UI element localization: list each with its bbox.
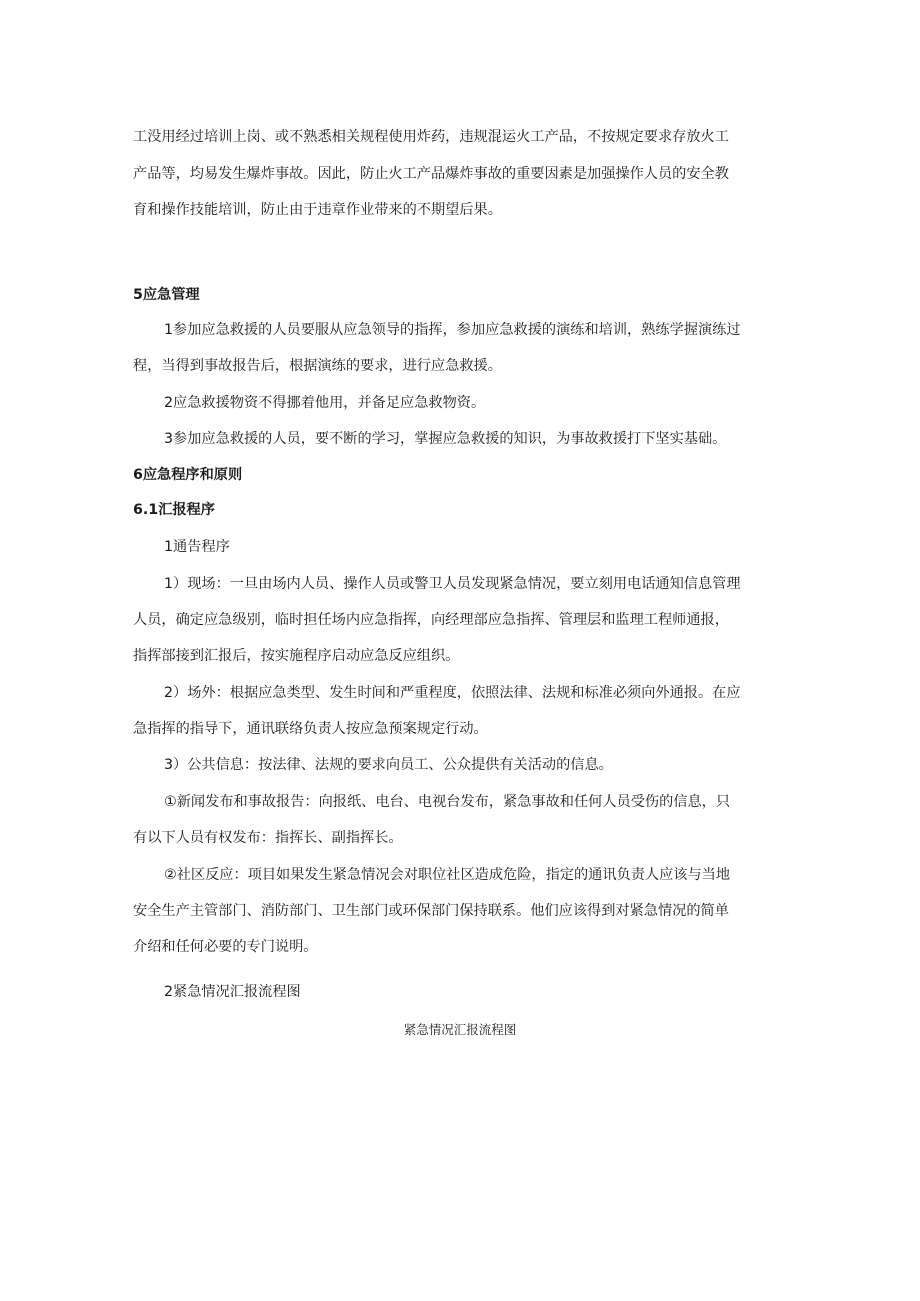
section-5-item-2: 2应急救援物资不得挪着他用，并备足应急救物资。 — [164, 395, 486, 411]
section-5-item-1-line-2: 程，当得到事故报告后，根据演练的要求，进行应急救援。 — [133, 358, 502, 374]
public-info-line: 3）公共信息：按法律、法规的要求向员工、公众提供有关活动的信息。 — [164, 757, 613, 773]
intro-line-2: 产品等，均易发生爆炸事故。因此，防止火工产品爆炸事故的重要因素是加强操作人员的安全教 — [133, 166, 729, 182]
news-release-line-1: ①新闻发布和事故报告：向报纸、电台、电视台发布，紧急事故和任何人员受伤的信息，只 — [164, 794, 731, 810]
section-5-heading: 5应急管理 — [133, 287, 200, 303]
onsite-line-2: 人员，确定应急级别，临时担任场内应急指挥，向经理部应急指挥、管理层和监理工程师通报， — [133, 612, 729, 628]
intro-line-1: 工没用经过培训上岗、或不熟悉相关规程使用炸药，违规混运火工产品，不按规定要求存放火工 — [133, 129, 729, 145]
intro-line-3: 育和操作技能培训，防止由于违章作业带来的不期望后果。 — [133, 202, 502, 218]
section-6-heading: 6应急程序和原则 — [133, 467, 243, 483]
community-line-2: 安全生产主管部门、消防部门、卫生部门或环保部门保持联系。他们应该得到对紧急情况的简单 — [133, 903, 729, 919]
community-line-1: ②社区反应：项目如果发生紧急情况会对职位社区造成危险，指定的通讯负责人应该与当地 — [164, 867, 731, 883]
offsite-line-1: 2）场外：根据应急类型、发生时间和严重程度，依照法律、法规和标准必须向外通报。在应 — [164, 685, 741, 701]
notify-procedure-title: 1通告程序 — [164, 539, 230, 555]
section-5-item-1-line-1: 1参加应急救援的人员要服从应急领导的指挥，参加应急救援的演练和培训，熟练学握演练过 — [164, 322, 741, 338]
offsite-line-2: 急指挥的指导下，通讯联络负责人按应急预案规定行动。 — [133, 721, 488, 737]
flowchart-caption: 紧急情况汇报流程图 — [403, 1022, 517, 1037]
section-5-item-3: 3参加应急救援的人员，要不断的学习，掌握应急救援的知识，为事故救援打下坚实基础。 — [164, 431, 727, 447]
flowchart-section-title: 2紧急情况汇报流程图 — [164, 984, 301, 1000]
onsite-line-3: 指挥部接到汇报后，按实施程序启动应急反应组织。 — [133, 648, 460, 664]
community-line-3: 介绍和任何必要的专门说明。 — [133, 939, 318, 955]
onsite-line-1: 1）现场：一旦由场内人员、操作人员或警卫人员发现紧急情况，要立刻用电话通知信息管理 — [164, 576, 741, 592]
news-release-line-2: 有以下人员有权发布：指挥长、副指挥长。 — [133, 830, 403, 846]
section-6-1-heading: 6.1汇报程序 — [133, 502, 215, 518]
